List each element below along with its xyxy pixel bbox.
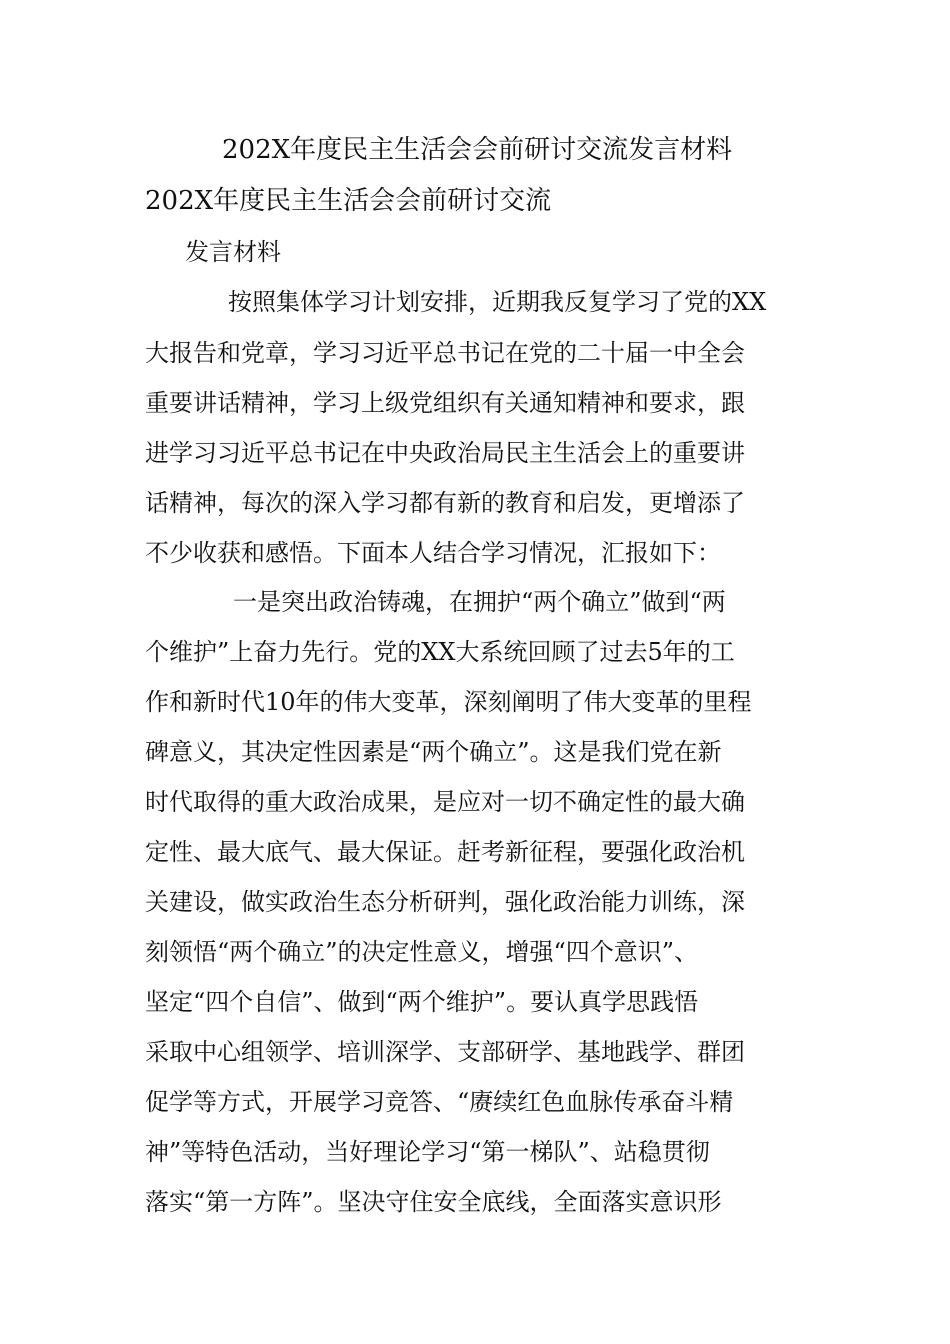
paragraph-2-line: 采取中心组领学、培训深学、支部研学、基地践学、群团 [145,1038,745,1066]
paragraph-1-line: 大报告和党章，学习习近平总书记在党的二十届一中全会 [145,339,745,367]
paragraph-1-line: 不少收获和感悟。下面本人结合学习情况，汇报如下： [145,539,721,567]
paragraph-2-line: 刻领悟“两个确立”的决定性意义，增强“四个意识”、 [145,938,699,966]
document-title: 202X年度民主生活会会前研讨交流发言材料 [222,135,733,165]
paragraph-2-line: 碑意义，其决定性因素是“两个确立”。这是我们党在新 [145,738,722,766]
paragraph-2-line: 一是突出政治铸魂，在拥护“两个确立”做到“两 [233,588,726,616]
paragraph-2-line: 定性、最大底气、最大保证。赶考新征程，要强化政治机 [145,838,745,866]
paragraph-2-line: 时代取得的重大政治成果，是应对一切不确定性的最大确 [145,788,745,816]
paragraph-1-line: 按照集体学习计划安排，近期我反复学习了党的XX [228,288,767,316]
paragraph-2-line: 神”等特色活动，当好理论学习“第一梯队”、站稳贯彻 [145,1138,710,1166]
paragraph-2-line: 促学等方式，开展学习竞答、“赓续红色血脉传承奋斗精 [145,1088,734,1116]
paragraph-2-line: 作和新时代10年的伟大变革，深刻阐明了伟大变革的里程 [145,688,752,716]
paragraph-2-line: 坚定“四个自信”、做到“两个维护”。要认真学思践悟 [145,988,699,1016]
paragraph-1-line: 重要讲话精神，学习上级党组织有关通知精神和要求，跟 [145,389,745,417]
paragraph-1-line: 进学习习近平总书记在中央政治局民主生活会上的重要讲 [145,439,745,467]
paragraph-2-line: 个维护”上奋力先行。党的XX大系统回顾了过去5年的工 [145,638,735,666]
paragraph-2-line: 落实“第一方阵”。坚决守住安全底线，全面落实意识形 [145,1188,722,1216]
paragraph-2-line: 关建设，做实政治生态分析研判，强化政治能力训练，深 [145,888,745,916]
paragraph-1-line: 话精神，每次的深入学习都有新的教育和启发，更增添了 [145,489,745,517]
document-subtitle-line-2: 发言材料 [185,238,281,266]
document-subtitle-line-1: 202X年度民主生活会会前研讨交流 [145,186,552,216]
